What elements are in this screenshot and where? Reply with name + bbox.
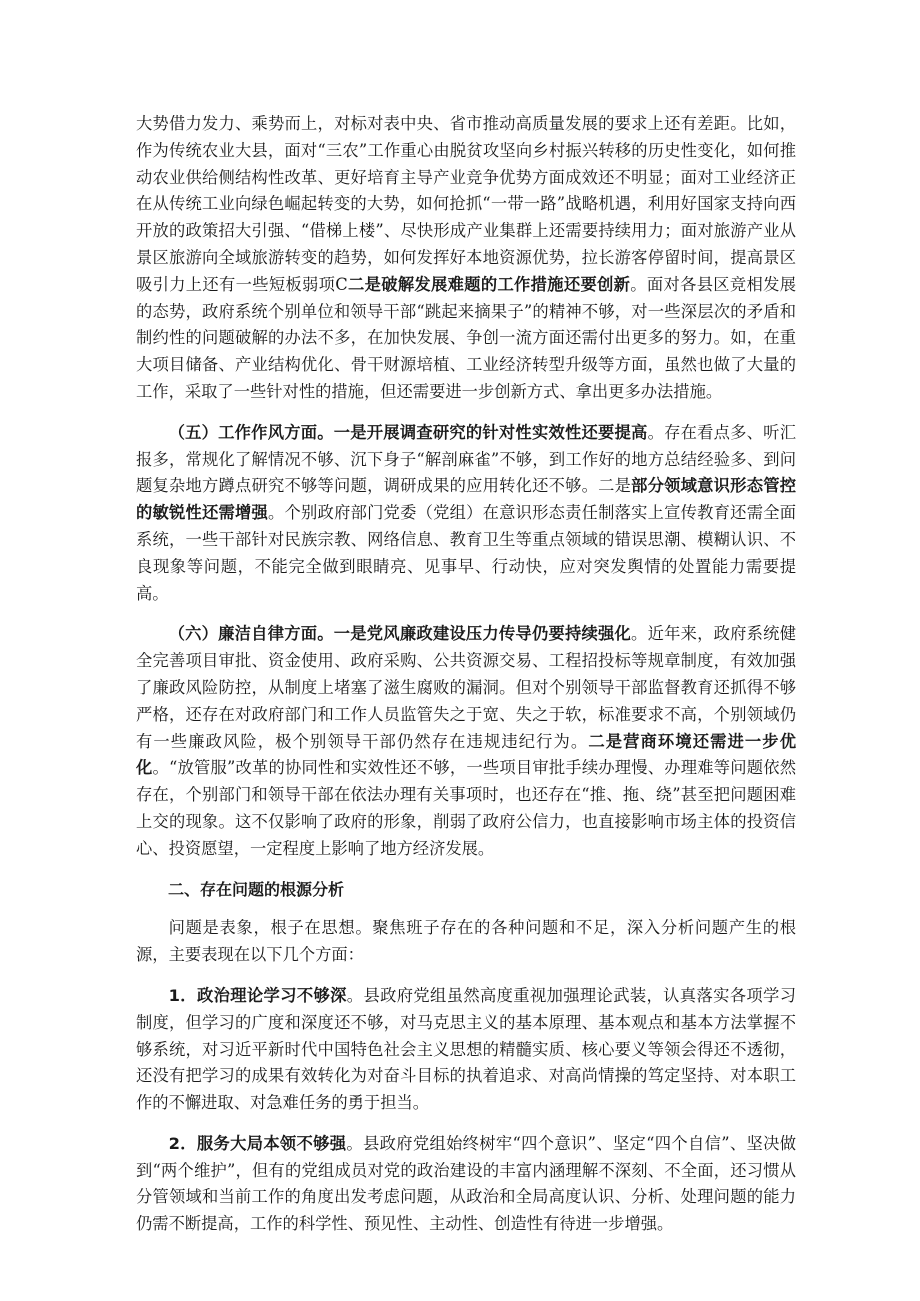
paragraph-emphasis: 二是破解发展难题的工作措施还要创新 bbox=[347, 274, 631, 294]
section-heading: 二、存在问题的根源分析 bbox=[168, 879, 345, 899]
paragraph-text: 。面对各县区竞相发展的态势，政府系统个别单位和领导干部“跳起来摘果子”的精神不够，对一些深层次的矛盾和制约性的问题破解的办法不多，在加快发展、争创一流方面还需付出更多的努力。如，在重大项目储备、产业结构优化、骨干财源培植、工业经济转型升级等方面，虽然也做了大量的工作，采取了一些针对性的措施，但还需要进一步创新方式、拿出更多办法措施。 bbox=[136, 274, 796, 401]
paragraph-emphasis: 二是营商环境还需进一步优化 bbox=[136, 731, 796, 778]
paragraph-root-cause-intro bbox=[136, 915, 796, 969]
paragraph-service-capability bbox=[136, 1131, 796, 1238]
paragraph-emphasis: （五）工作作风方面。一是开展调查研究的针对性实效性还要提高 bbox=[168, 422, 648, 442]
paragraph-emphasis: 1．政治理论学习不够深 bbox=[168, 985, 347, 1005]
paragraph-text: 问题是表象，根子在思想。聚焦班子存在的各种问题和不足，深入分析问题产生的根源，主要表现在以下几个方面： bbox=[136, 918, 796, 965]
paragraph-text: 。近年来，政府系统健全完善项目审批、资金使用、政府采购、公共资源交易、工程招投标等规章制度，有效加强了廉政风险防控，从制度上堵塞了滋生腐败的漏洞。但对个别领导干部监督教育还抓得不够严格，还存在对政府部门和工作人员监管失之于宽、失之于软，标准要求不高，个别领域仍有一些廉政风险，极个别领导干部仍然存在违规违纪行为。 bbox=[136, 624, 796, 751]
document-page bbox=[136, 111, 796, 1238]
paragraph-work-style bbox=[136, 420, 796, 608]
paragraph-integrity bbox=[136, 621, 796, 862]
paragraph-text: 。县政府党组始终树牢“四个意识”、坚定“四个自信”、坚决做到“两个维护”，但有的党组成员对党的政治建设的丰富内涵理解不深刻、不全面，还习惯从分管领域和当前工作的角度出发考虑问题，从政治和全局高度认识、分析、处理问题的能力仍需不断提高，工作的科学性、预见性、主动性、创造性有待进一步增强。 bbox=[136, 1133, 796, 1234]
paragraph-text: 大势借力发力、乘势而上，对标对表中央、省市推动高质量发展的要求上还有差距。比如，作为传统农业大县，面对“三农”工作重心由脱贫攻坚向乡村振兴转移的历史性变化，如何推动农业供给侧结构性改革、更好培育主导产业竞争优势方面成效还不明显；面对工业经济正在从传统工业向绿色崛起转变的大势，如何抢抓“一带一路”战略机遇，利用好国家支持向西开放的政策招大引强、“借梯上楼”、尽快形成产业集群上还需要持续用力；面对旅游产业从景区旅游向全域旅游转变的趋势，如何发挥好本地资源优势，拉长游客停留时间，提高景区吸引力上还有一些短板弱项C bbox=[136, 114, 796, 294]
paragraph-text: 。个别政府部门党委（党组）在意识形态责任制落实上宣传教育还需全面系统，一些干部针对民族宗教、网络信息、教育卫生等重点领域的错误思潮、模糊认识、不良现象等问题，不能完全做到眼睛亮、见事早、行动快，应对突发舆情的处置能力需要提高。 bbox=[136, 503, 796, 603]
paragraph-theory-study bbox=[136, 983, 796, 1117]
paragraph-emphasis: （六）廉洁自律方面。一是党风廉政建设压力传导仍要持续强化 bbox=[168, 624, 632, 644]
paragraph-text: 。“放管服”改革的协同性和实效性还不够，一些项目审批手续办理慢、办理难等问题依然存在，个别部门和领导干部在依法办理有关事项时，也还存在“推、拖、绕”甚至把问题困难上交的现象。这不仅影响了政府的形象，削弱了政府公信力，也直接影响市场主体的投资信心、投资愿望，一定程度上影响了地方经济发展。 bbox=[136, 758, 796, 858]
paragraph-text: 。县政府党组虽然高度重视加强理论武装，认真落实各项学习制度，但学习的广度和深度还不够，对马克思主义的基本原理、基本观点和基本方法掌握不够系统，对习近平新时代中国特色社会主义思想的精髓实质、核心要义等领会得还不透彻，还没有把学习的成果有效转化为对奋斗目标的执着追求、对高尚情操的笃定坚持、对本职工作的不懈进取、对急难任务的勇于担当。 bbox=[136, 985, 796, 1113]
paragraph-text: 。存在看点多、听汇报多，常规化了解情况不够、沉下身子“解剖麻雀”不够，到工作好的地方总结经验多、到问题复杂地方蹲点研究不够等问题，调研成果的应用转化还不够。二是 bbox=[136, 422, 796, 496]
paragraph-emphasis: 2．服务大局本领不够强 bbox=[168, 1133, 347, 1153]
paragraph-economic-development bbox=[136, 111, 796, 406]
paragraph-emphasis: 部分领域意识形态管控的敏锐性还需增强 bbox=[136, 476, 796, 523]
